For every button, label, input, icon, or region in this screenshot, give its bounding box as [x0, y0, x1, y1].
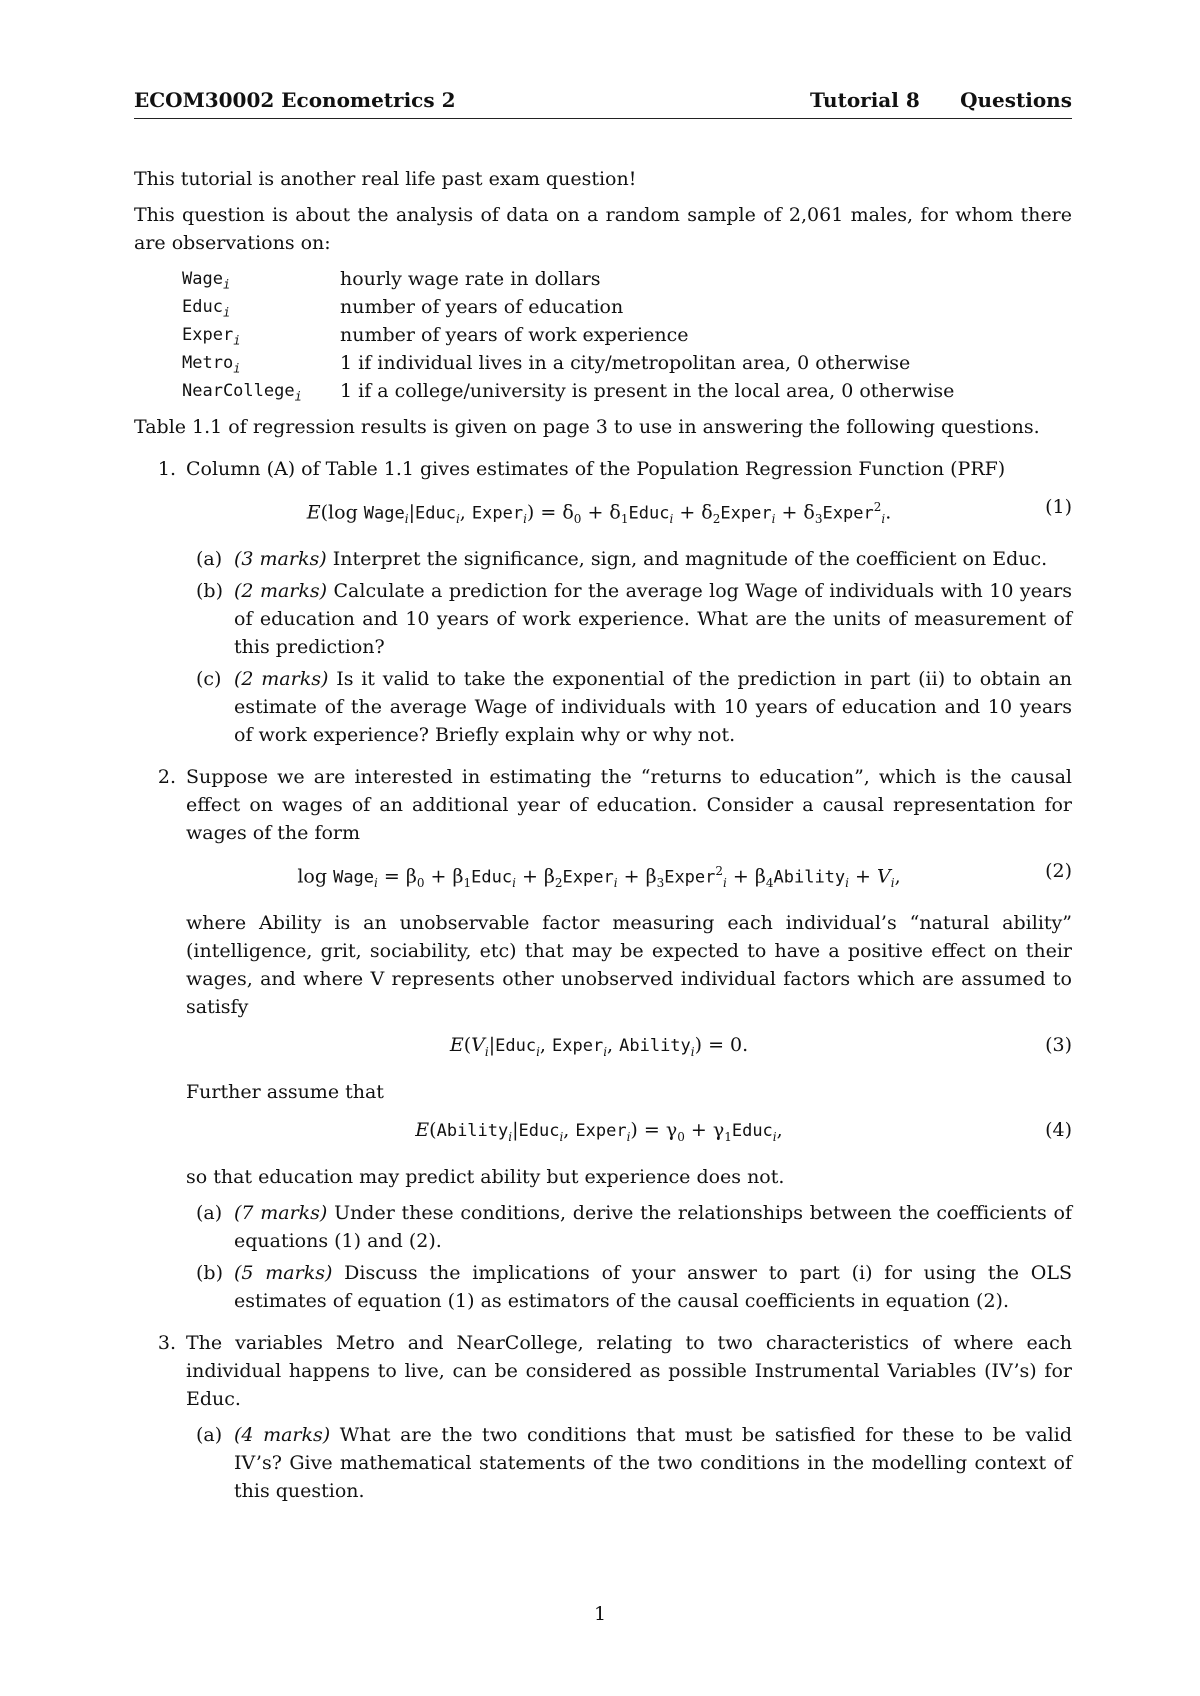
- question-3: [134, 1329, 1072, 1505]
- part-text: Is it valid to take the exponential of the prediction in part (ii) to obtain an estimate of the average Wage of individuals with 10 years of education and 10 years of work experience? Briefly explain why or why not.: [234, 668, 1072, 747]
- equation-expression: $E(V_i|Educ_i$, Exper$_i$, Ability$_i$) = 0.: [449, 1034, 749, 1060]
- question-text-2: where Ability is an unobservable factor measuring each individual’s “natural ability” (intelligence, grit, sociability, etc) that may be expected to have a positive effect on their wages, and where V represents other unobserved individual factors which are assumed to satisfy: [186, 912, 1072, 1019]
- question-part: [186, 665, 1072, 749]
- variable-row: [182, 377, 1072, 405]
- variable-desc: number of years of education: [340, 296, 624, 318]
- variable-desc: 1 if individual lives in a city/metropolitan area, 0 otherwise: [340, 352, 911, 374]
- part-text: Calculate a prediction for the average log Wage of individuals with 10 years of education and 10 years of work experience. What are the units of measurement of this prediction?: [234, 580, 1072, 659]
- equation-number: (4): [1045, 1119, 1072, 1142]
- intro-p3: Table 1.1 of regression results is given on page 3 to use in answering the following questions.: [134, 416, 1040, 438]
- part-label: (b): [196, 580, 223, 603]
- variable-row: [182, 265, 1072, 293]
- part-label: (b): [196, 1261, 223, 1284]
- part-label: (a): [196, 1423, 223, 1446]
- question-part: [186, 1199, 1072, 1255]
- part-label: (c): [196, 668, 222, 691]
- variable-row: [182, 349, 1072, 377]
- page-header: [134, 86, 1072, 119]
- question-part: [186, 577, 1072, 661]
- equation-number: (3): [1045, 1034, 1072, 1057]
- variable-desc: hourly wage rate in dollars: [340, 268, 601, 290]
- equation-expression: E(log Wage$_i$|Educ$_i$, Exper$_i$) = $\delta_0$ + $\delta_1Educ_i$ + $\delta_2Exper_i$ + $\delta_3Exper^2_i$.: [306, 500, 892, 527]
- equation-4: [186, 1116, 1072, 1151]
- question-text: Suppose we are interested in estimating the “returns to education”, which is the causal effect on wages of an additional year of education. Consider a causal representation for wages of the form: [186, 766, 1072, 845]
- part-text: Under these conditions, derive the relationships between the coefficients of equations (1) and (2).: [234, 1201, 1072, 1252]
- variable-name: Metro$_i$: [182, 353, 241, 376]
- equation-1: [186, 493, 1072, 533]
- question-number: 1.: [157, 458, 176, 480]
- part-marks: (4 marks): [234, 1423, 331, 1446]
- intro-p2: This question is about the analysis of data on a random sample of 2,061 males, for whom there are observations on:: [134, 204, 1072, 254]
- question-number: 3.: [157, 1331, 176, 1354]
- tutorial-label: Tutorial 8: [810, 88, 920, 112]
- equation-expression: E(Ability$_i$|Educ$_i$, Exper$_i$) = $\gamma_0$ + $\gamma_1Educ_i$,: [415, 1119, 783, 1144]
- part-label: (a): [196, 548, 223, 571]
- question-text-3: Further assume that: [186, 1081, 384, 1104]
- equation-expression: log Wage$_i$ = $\beta_0$ + $\beta_1Educ_i$ + $\beta_2Exper_i$ + $\beta_3Exper^2_i$ + $\beta_4Ability_i + V_i$,: [297, 864, 901, 891]
- variable-row: [182, 321, 1072, 349]
- part-marks: (2 marks): [234, 668, 329, 691]
- question-text-4: so that education may predict ability but experience does not.: [186, 1165, 785, 1188]
- part-text: Discuss the implications of your answer to part (i) for using the OLS estimates of equation (1) as estimators of the causal coefficients in equation (2).: [234, 1261, 1072, 1312]
- equation-number: (1): [1045, 496, 1072, 518]
- part-marks: (2 marks): [234, 580, 328, 603]
- part-marks: (7 marks): [234, 1201, 328, 1224]
- variable-name: Educ$_i$: [182, 297, 231, 320]
- question-number: 2.: [157, 766, 176, 789]
- variable-row: [182, 293, 1072, 321]
- part-text: Interpret the significance, sign, and magnitude of the coefficient on Educ.: [332, 548, 1048, 571]
- part-marks: (5 marks): [234, 1261, 333, 1284]
- question-2: [134, 763, 1072, 1315]
- variable-name: Wage$_i$: [182, 269, 231, 292]
- variable-name: NearCollege$_i$: [182, 381, 302, 404]
- question-text: The variables Metro and NearCollege, relating to two characteristics of where each individual happens to live, can be considered as possible Instrumental Variables (IV’s) for Educ.: [186, 1331, 1072, 1410]
- variable-name: Exper$_i$: [182, 325, 241, 348]
- variable-desc: number of years of work experience: [340, 324, 689, 346]
- equation-2: [186, 857, 1072, 897]
- equation-3: [186, 1031, 1072, 1066]
- question-1: [134, 455, 1072, 749]
- question-text: Column (A) of Table 1.1 gives estimates of the Population Regression Function (PRF): [186, 458, 1006, 480]
- variable-desc: 1 if a college/university is present in the local area, 0 otherwise: [340, 380, 955, 402]
- part-label: (a): [196, 1201, 223, 1224]
- question-part: [186, 1421, 1072, 1505]
- page-content: [134, 165, 1072, 1505]
- course-title: ECOM30002 Econometrics 2: [134, 88, 456, 112]
- page-number: 1: [593, 1603, 607, 1625]
- part-marks: (3 marks): [234, 548, 327, 571]
- intro-p1: This tutorial is another real life past exam question!: [134, 168, 637, 190]
- question-part: [186, 545, 1072, 573]
- part-text: What are the two conditions that must be satisfied for these to be valid IV’s? Give mathematical statements of the two conditions in the modelling context of this question.: [234, 1423, 1072, 1502]
- variable-list: [182, 265, 1072, 405]
- equation-number: (2): [1045, 860, 1072, 883]
- document-type: Questions: [960, 88, 1072, 112]
- question-part: [186, 1259, 1072, 1315]
